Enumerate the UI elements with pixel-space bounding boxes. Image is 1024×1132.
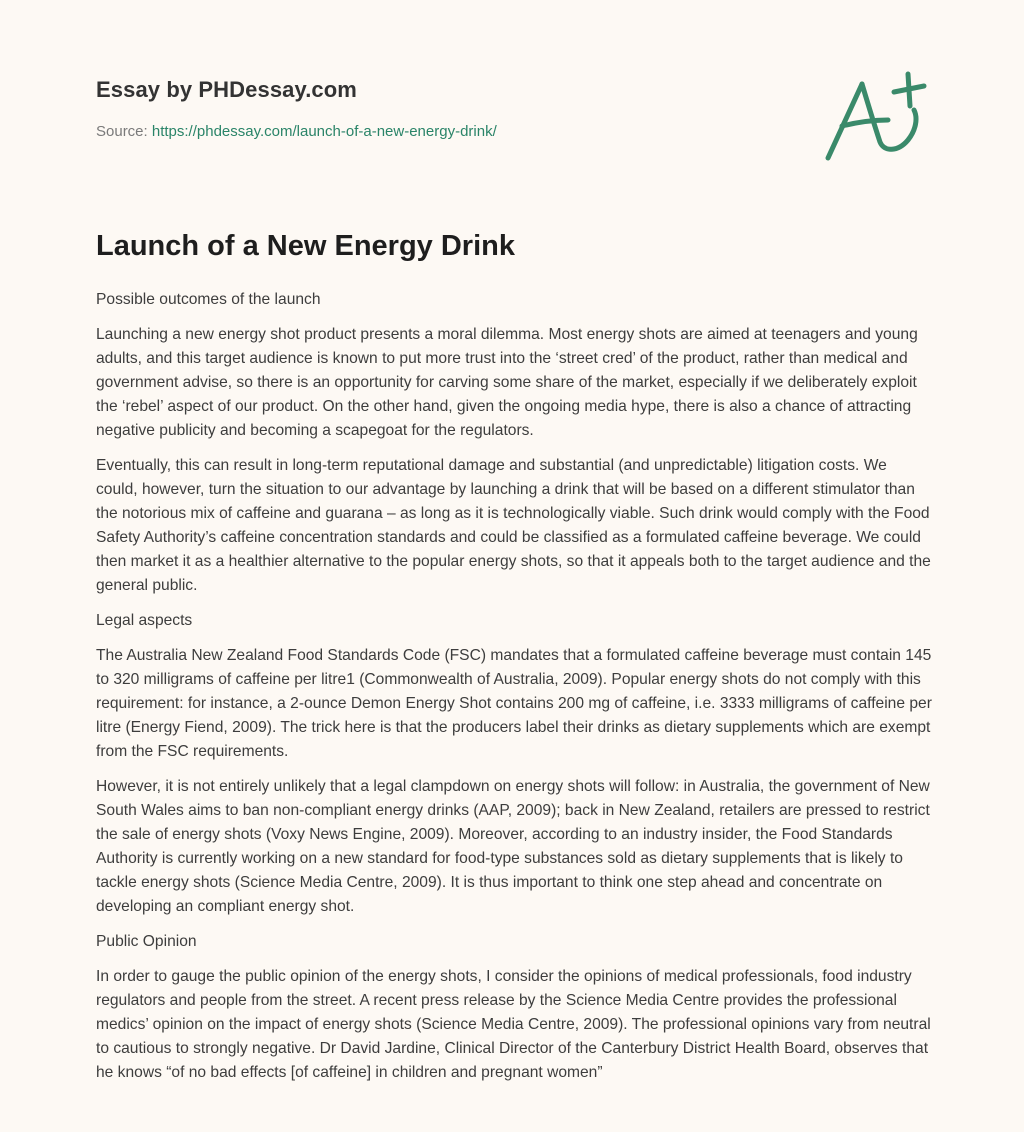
paragraph: However, it is not entirely unlikely that a legal clampdown on energy shots will follow: in Australia, the government of New South Wales aims to ban non-compliant energy drinks (AAP, 2009); back in New Zealand, retailers are pressed to restrict the sale of energy shots (Voxy News Engine, 2009). Moreover, according to an industry insider, the Food Standards Authority is currently working on a new standard for food-type substances sold as dietary supplements that is likely to tackle energy shots (Science Media Centre, 2009). It is thus important to think one step ahead and concentrate on developing an compliant energy shot. (96, 778, 930, 915)
section-heading-outcomes: Possible outcomes of the launch (96, 291, 321, 308)
article-title: Launch of a New Energy Drink (96, 230, 515, 262)
source-link[interactable]: https://phdessay.com/launch-of-a-new-energy-drink/ (151, 123, 497, 140)
section-heading-legal: Legal aspects (96, 612, 193, 629)
paragraph: The Australia New Zealand Food Standards Code (FSC) mandates that a formulated caffeine beverage must contain 145 to 320 milligrams of caffeine per litre1 (Commonwealth of Australia, 2009). Popular energy shots do not comply with this requirement: for instance, a 2-ounce Demon Energy Shot contains 200 mg of caffeine, i.e. 3333 milligrams of caffeine per litre (Energy Fiend, 2009). The trick here is that the producers label their drinks as dietary supplements which are exempt from the FSC requirements. (96, 647, 932, 760)
paragraph: Launching a new energy shot product presents a moral dilemma. Most energy shots are aimed at teenagers and young adults, and this target audience is known to put more trust into the ‘street cred’ of the product, rather than medical and government advise, so there is an opportunity for carving some share of the market, especially if we deliberately exploit the ‘rebel’ aspect of our product. On the other hand, given the ongoing media hype, there is also a chance of attracting negative publicity and becoming a scapegoat for the regulators. (96, 326, 918, 439)
source-label: Source: (96, 123, 148, 140)
paragraph: In order to gauge the public opinion of the energy shots, I consider the opinions of medical professionals, food industry regulators and people from the street. A recent press release by the Science Media Centre provides the professional medics’ opinion on the impact of energy shots (Science Media Centre, 2009). The professional opinions vary from neutral to cautious to strongly negative. Dr David Jardine, Clinical Director of the Canterbury District Health Board, observes that he knows “of no bad effects [of caffeine] in children and pregnant women” (96, 968, 931, 1081)
page-header (96, 76, 796, 142)
article (96, 226, 932, 1096)
site-title: Essay by PHDessay.com (96, 77, 357, 102)
section-heading-public-opinion: Public Opinion (96, 933, 197, 950)
paragraph: Eventually, this can result in long-term reputational damage and substantial (and unpredictable) litigation costs. We could, however, turn the situation to our advantage by launching a drink that will be based on a different stimulator than the notorious mix of caffeine and guarana – as long as it is technologically viable. Such drink would comply with the Food Safety Authority’s caffeine concentration standards and could be classified as a formulated caffeine beverage. We could then market it as a healthier alternative to the popular energy shots, so that it appeals both to the target audience and the general public. (96, 457, 931, 594)
source-line (96, 122, 796, 142)
a-plus-grade-icon (818, 64, 930, 164)
